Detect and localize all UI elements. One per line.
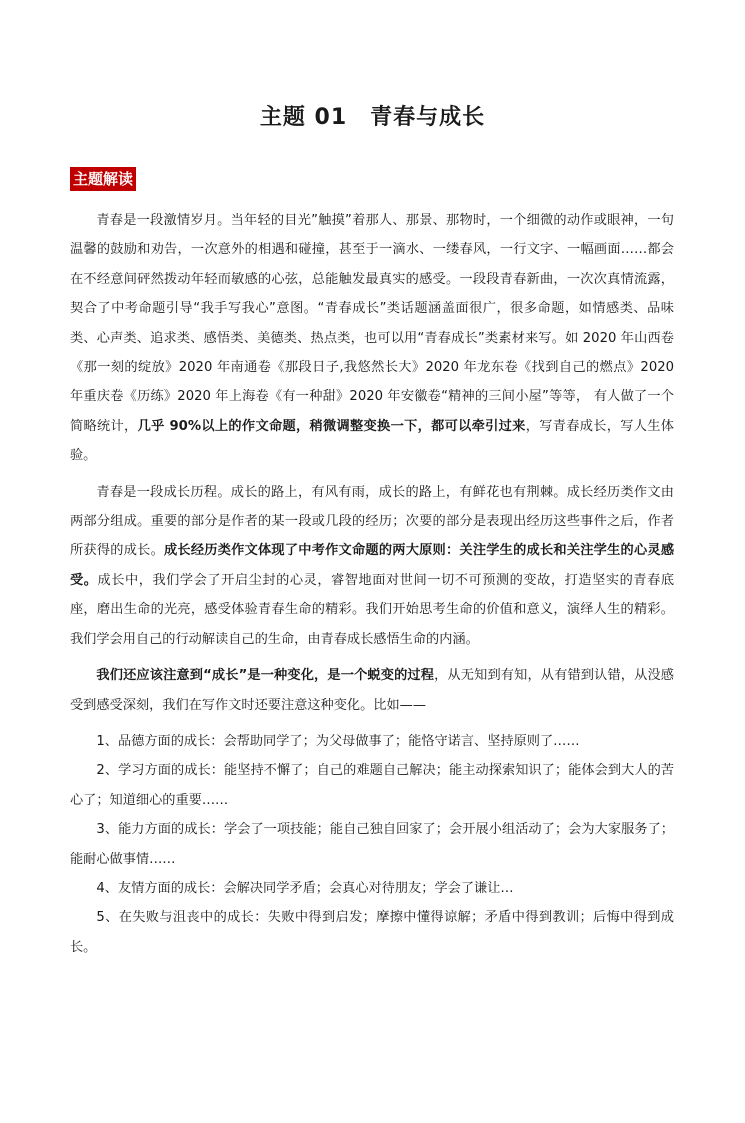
paragraph-text: 青春是一段激情岁月。当年轻的目光”触摸”着那人、那景、那物时，一个细微的动作或眼神，一句温馨的鼓励和劝告，一次意外的相遇和碰撞，甚至于一滴水、一缕春风，一行文字、一幅画面……都会在不经意间砰然拨动年轻而敏感的心弦，总能触发最真实的感受。一段段青春新曲，一次次真情流露，契合了中考命题引导“我手写我心”意图。“青春成长”类话题涵盖面很广，很多命题，如情感类、品味类、心声类、追求类、感悟类、美德类、热点类，也可以用“青春成长”类素材来写。如 2020 年山西卷《那一刻的绽放》2020 年南通卷《那段日子,我悠然长大》2020 年龙东卷《找到自己的燃点》2020 年重庆卷《历练》2020 年上海卷《有一种甜》2020 年安徽卷“精神的三间小屋”等等， 有人做了一个简略统计， <box>70 213 674 434</box>
list-item: 3、能力方面的成长：学会了一项技能；能自己独自回家了；会开展小组活动了；会为大家服务了；能耐心做事情…… <box>70 822 674 867</box>
bold-emphasis: 成长经历类作文体现了中考作文命题的两大原则：关注学生的成长和关注学生的心灵感受。 <box>70 543 675 588</box>
list-item: 2、学习方面的成长：能坚持不懈了；自己的难题自己解决；能主动探索知识了；能体会到大人的苦心了；知道细心的重要…… <box>70 763 674 808</box>
document-body <box>70 206 674 962</box>
list-item: 4、友情方面的成长：会解决同学矛盾；会真心对待朋友；学会了谦让… <box>96 880 514 896</box>
paragraph-growth-change <box>70 661 674 720</box>
paragraph-text: 青春是一段成长历程。成长的路上，有风有雨，成长的路上，有鲜花也有荆棘。成长经历类作文由两部分组成。重要的部分是作者的某一段或几段的经历；次要的部分是表现出经历这些事件之后，作者所获得的成长。 <box>70 484 674 559</box>
paragraph-growth-journey <box>70 478 674 654</box>
list-item: 5、在失败与沮丧中的成长：失败中得到启发；摩擦中懂得谅解；矛盾中得到教训；后悔中得到成长。 <box>70 910 674 955</box>
paragraph-youth-passion <box>70 206 674 471</box>
page-title: 主题 01 青春与成长 <box>259 105 486 130</box>
list-item: 1、品德方面的成长：会帮助同学了；为父母做事了；能恪守诺言、坚持原则了…… <box>96 733 580 749</box>
bold-emphasis: 几乎 90%以上的作文命题，稍微调整变换一下，都可以牵引过来 <box>137 418 526 434</box>
paragraph-text: 成长中，我们学会了开启尘封的心灵，睿智地面对世间一切不可预测的变故，打造坚实的青春底座，磨出生命的光亮，感受体验青春生命的精彩。我们开始思考生命的价值和意义，演绎人生的精彩。我们学会用自己的行动解读自己的生命，由青春成长感悟生命的内涵。 <box>70 572 675 647</box>
paragraph-text: ，写青春成长，写人生体验。 <box>70 418 674 464</box>
section-label-badge: 主题解读 <box>70 167 136 191</box>
paragraph-text: ，从无知到有知，从有错到认错，从没感受到感受深刻，我们在写作文时还要注意这种变化。比如—— <box>70 668 674 713</box>
bold-emphasis: 我们还应该注意到“成长”是一种变化，是一个蜕变的过程 <box>96 668 435 684</box>
